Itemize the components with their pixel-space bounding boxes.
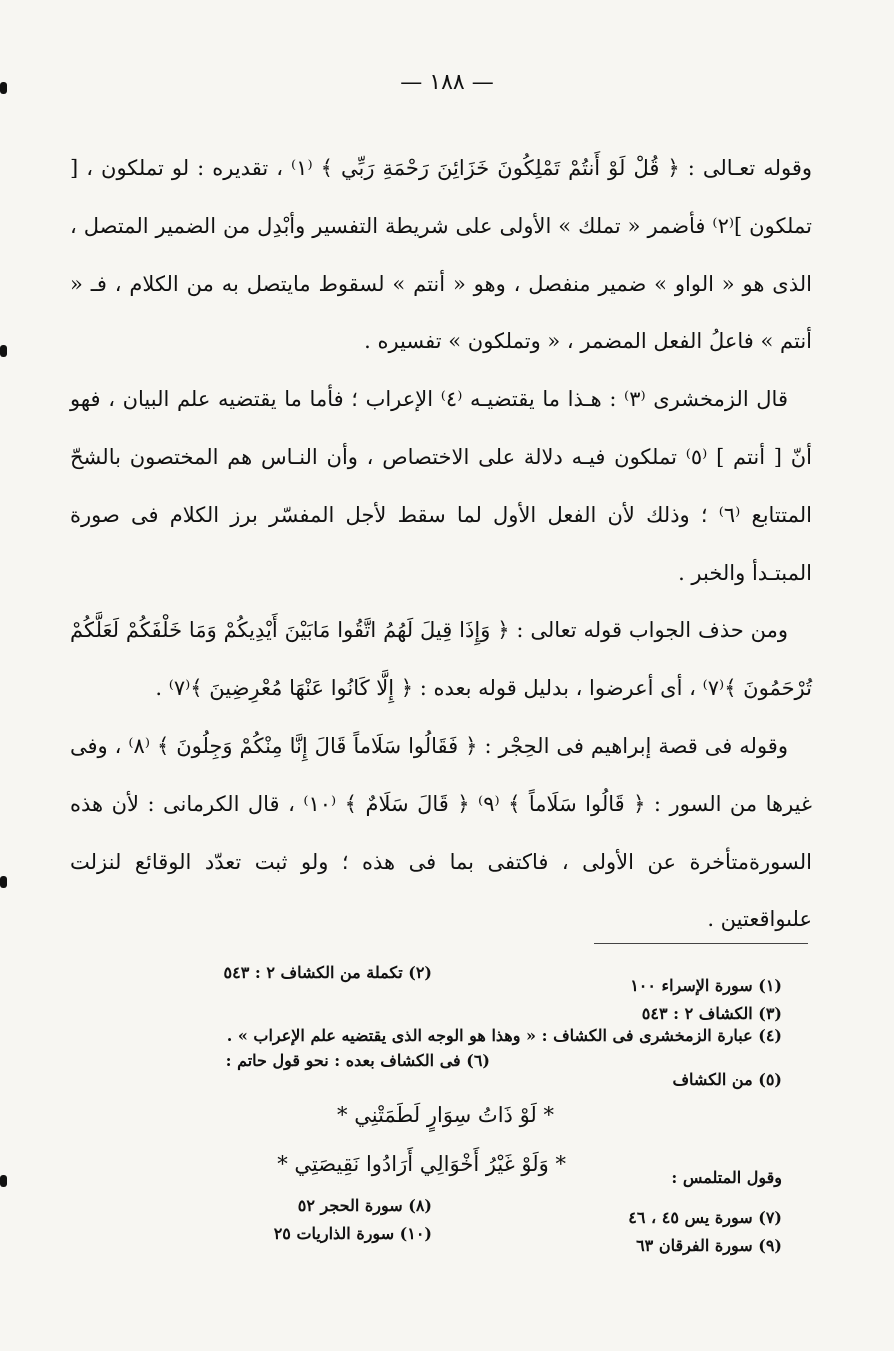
paragraph: ومن حذف الجواب قوله تعالى : ﴿ وَإِذَا قِيلَ لَهُمُ اتَّقُوا مَابَيْنَ أَيْدِيكُمْ وَمَا خَلْفَكُمْ لَعَلَّكُمْ تُرْحَمُونَ ﴾⁽٧⁾ ، أى أعرضوا ، بدليل قوله بعده : ﴿ إِلَّا كَانُوا عَنْهَا مُعْرِضِينَ ﴾⁽٧⁾ . (70, 618, 812, 701)
footnote-1: (١) سورة الإسراء ١٠٠ (630, 976, 782, 995)
footnote-8: (٨) سورة الحجر ٥٢ (297, 1196, 432, 1215)
footnote-6: (٦) فى الكشاف بعده : نحو قول حاتم : (225, 1051, 490, 1070)
scan-edge-mark (0, 345, 7, 357)
footnote-mutalammis: وقول المتلمس : (671, 1168, 782, 1187)
footnote-9: (٩) سورة الفرقان ٦٣ (636, 1236, 782, 1255)
quoted-verse: * لَوْ ذَاتُ سِوَارٍ لَطَمَتْنِي * (337, 1103, 554, 1127)
footnote-5: (٥) من الكشاف (672, 1070, 782, 1089)
paragraph: وقوله فى قصة إبراهيم فى الحِجْر : ﴿ فَقَالُوا سَلَاماً قَالَ إِنَّا مِنْكُمْ وَجِلُونَ ﴾ ⁽٨⁾ ، وفى غيرها من السور : ﴿ قَالُوا سَلَاماً ﴾ ⁽٩⁾ ﴿ قَالَ سَلَامٌ ﴾ ⁽١٠⁾ ، قال الكرمانى : لأن هذه السورةمتأخرة عن الأولى ، فاكتفى بما فى هذه ؛ ولو ثبت تعدّد الوقائع لنزلت علىواقعتين . (70, 733, 812, 932)
scan-edge-mark (0, 1175, 7, 1187)
footnote-divider (594, 943, 808, 944)
footnote-7: (٧) سورة يس ٤٥ ، ٤٦ (628, 1208, 782, 1227)
quoted-verse: * وَلَوْ غَيْرُ أَخْوَالِي أَرَادُوا نَقِيصَتِي * (277, 1152, 566, 1176)
footnote-4: (٤) عبارة الزمخشرى فى الكشاف : « وهذا هو الوجه الذى يقتضيه علم الإعراب » . (226, 1026, 782, 1045)
page-number: — ١٨٨ — (400, 70, 494, 95)
footnote-3: (٣) الكشاف ٢ : ٥٤٣ (641, 1004, 782, 1023)
paragraph: قال الزمخشرى ⁽٣⁾ : هـذا ما يقتضيـه ⁽٤⁾ الإعراب ؛ فأما ما يقتضيه علم البيان ، فهو أنّ [ أنتم ] ⁽٥⁾ تملكون فيـه دلالة على الاختصاص ، وأن النـاس هم المختصون بالشحّ المتتابع ⁽٦⁾ ؛ وذلك لأن الفعل الأول لما سقط لأجل المفسّر برز الكلام فى صورة المبتـدأ والخبر . (70, 387, 813, 585)
footnote-2: (٢) تكملة من الكشاف ٢ : ٥٤٣ (223, 963, 432, 982)
footnote-10: (١٠) سورة الذاريات ٢٥ (273, 1224, 432, 1243)
main-text (70, 140, 812, 949)
paragraph: وقوله تعـالى : ﴿ قُلْ لَوْ أَنتُمْ تَمْلِكُونَ خَزَائِنَ رَحْمَةِ رَبِّي ﴾ ⁽١⁾ ، تقديره : لو تملكون ، [ تملكون ]⁽٢⁾ فأضمر « تملك » الأولى على شريطة التفسير وأبْدِل من الضمير المتصل ، الذى هو « الواو » ضمير منفصل ، وهو « أنتم » لسقوط مايتصل به من الكلام ، فـ « أنتم » فاعلُ الفعل المضمر ، « وتملكون » تفسيره . (70, 156, 812, 354)
scan-edge-mark (0, 876, 7, 888)
